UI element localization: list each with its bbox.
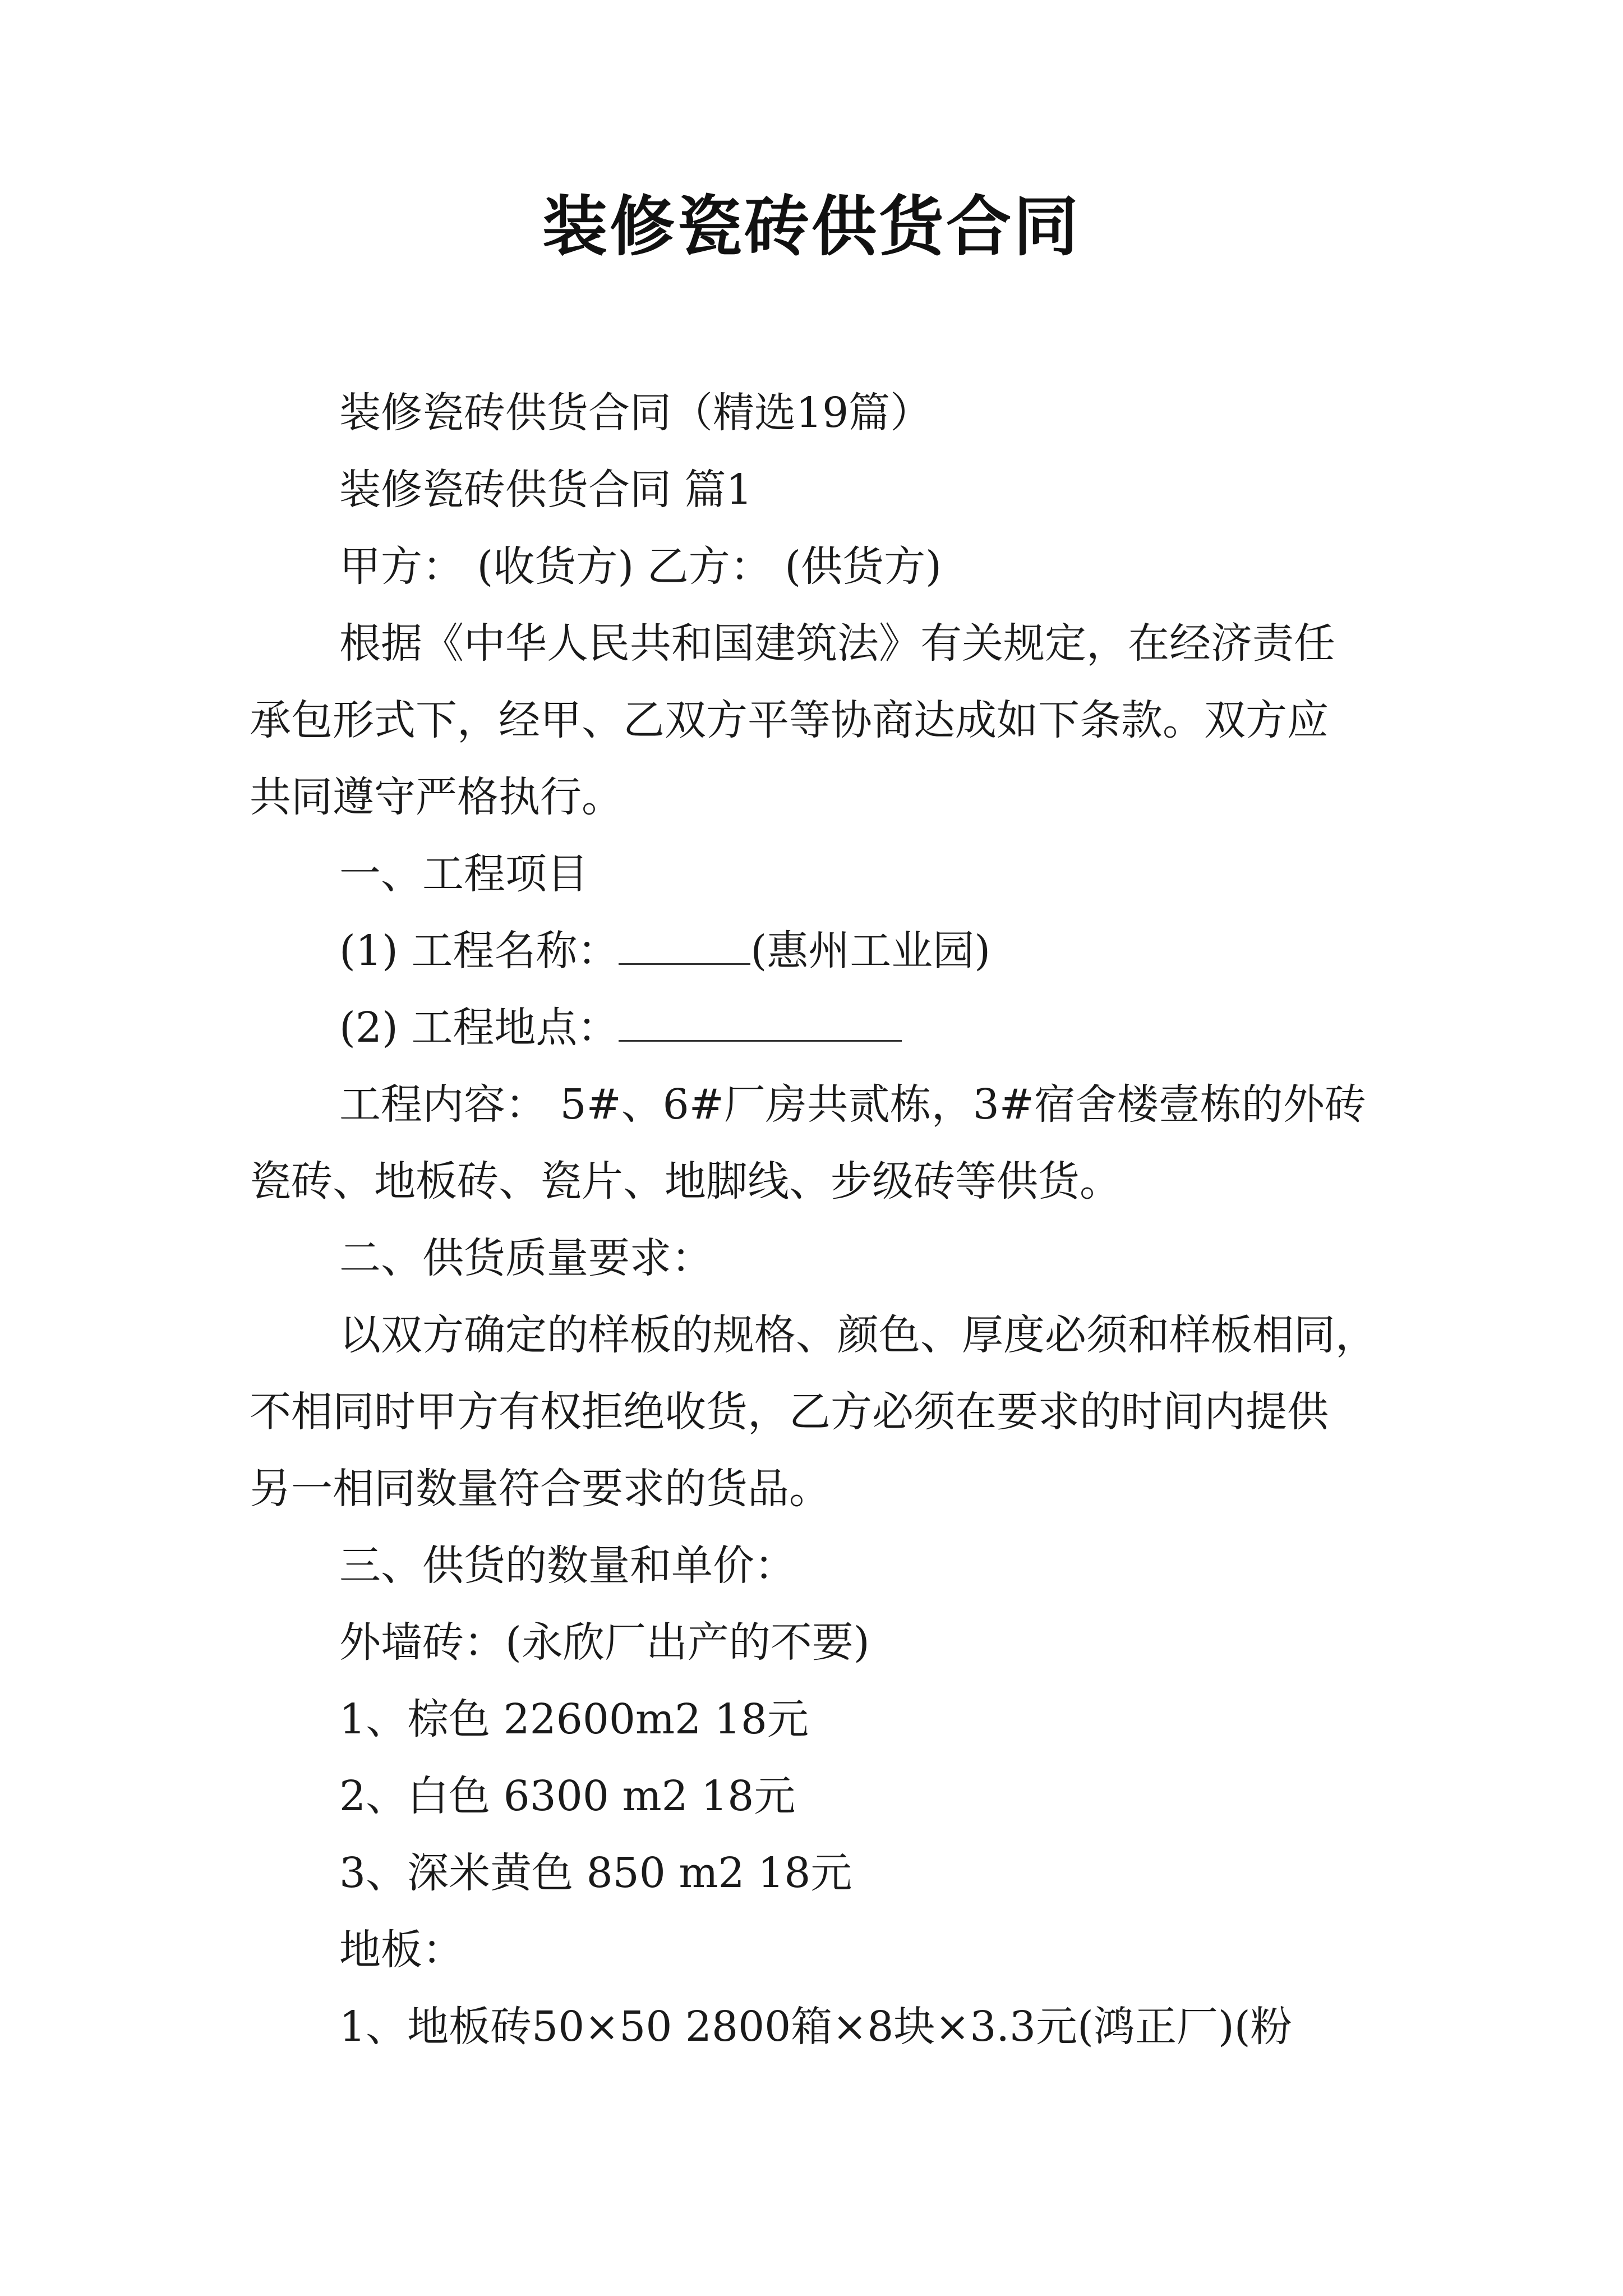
document-title: 装修瓷砖供货合同 [542,189,1081,265]
list-item: 1、地板砖50×50 2800箱×8块×3.3元(鸿正厂)(粉 [339,2003,1292,2051]
project-location-label: (2) 工程地点： [339,1004,619,1052]
paragraph-line: 另一相同数量符合要求的货品。 [250,1465,831,1513]
paragraph-line: 不相同时甲方有权拒绝收货，乙方必须在要求的时间内提供 [250,1388,1329,1436]
project-name-value: (惠州工业园) [750,927,991,975]
list-heading: 地板： [339,1926,464,1974]
list-item: 3、深米黄色 850 m2 18元 [339,1849,852,1897]
subtitle-collection: 装修瓷砖供货合同（精选19篇） [339,389,932,437]
parties-line: 甲方： (收货方) 乙方： (供货方) [339,542,942,591]
list-item: 1、棕色 22600m2 18元 [339,1695,809,1743]
section-heading: 一、工程项目 [339,850,588,898]
paragraph-line: 根据《中华人民共和国建筑法》有关规定，在经济责任 [339,619,1335,668]
list-item: 2、白色 6300 m2 18元 [339,1772,796,1820]
paragraph-line: 承包形式下，经甲、乙双方平等协商达成如下条款。双方应 [250,696,1329,744]
paragraph-line: 瓷砖、地板砖、瓷片、地脚线、步级砖等供货。 [250,1157,1121,1205]
project-name-label: (1) 工程名称： [339,927,619,975]
document-body [250,375,1388,2065]
section-heading: 二、供货质量要求： [339,1234,713,1282]
list-heading: 外墙砖：(永欣厂出产的不要) [339,1618,870,1667]
paragraph-line: 以双方确定的样板的规格、颜色、厚度必须和样板相同， [339,1311,1377,1359]
paragraph-line: 共同遵守严格执行。 [250,773,623,821]
project-name-line [250,913,1388,990]
project-name-blank [619,928,750,965]
paragraph-line: 工程内容： 5#、6#厂房共贰栋，3#宿舍楼壹栋的外砖 [339,1080,1366,1129]
project-location-line [250,990,1388,1066]
section-heading: 三、供货的数量和单价： [339,1542,796,1590]
project-location-blank [619,1005,902,1042]
subtitle-article: 装修瓷砖供货合同 篇1 [339,466,753,514]
